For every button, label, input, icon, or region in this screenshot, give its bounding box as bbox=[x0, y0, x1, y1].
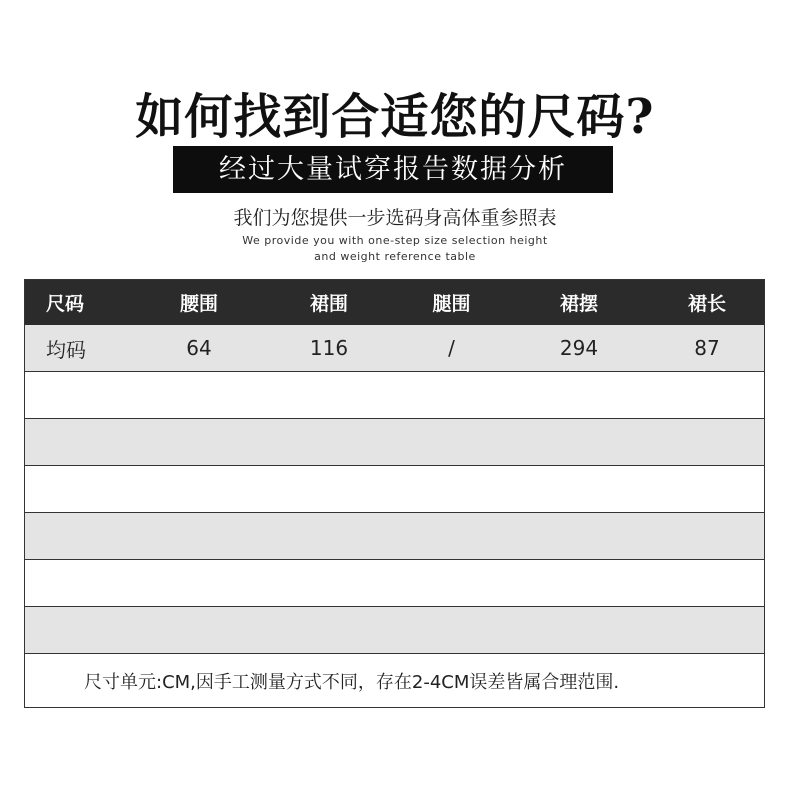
table-row bbox=[24, 325, 765, 372]
empty-table-row bbox=[24, 513, 765, 560]
empty-table-row bbox=[24, 466, 765, 513]
subtitle-en-line2: and weight reference table bbox=[314, 250, 476, 263]
cell-hem: 294 bbox=[509, 325, 649, 372]
empty-cell bbox=[24, 419, 765, 466]
empty-cell bbox=[24, 466, 765, 513]
empty-cell bbox=[24, 607, 765, 654]
empty-table-row bbox=[24, 607, 765, 654]
size-table bbox=[24, 279, 765, 654]
measurement-note: 尺寸单元:CM,因手工测量方式不同，存在2-4CM误差皆属合理范围. bbox=[84, 672, 620, 693]
cell-waist: 64 bbox=[134, 325, 264, 372]
empty-cell bbox=[24, 513, 765, 560]
banner: 经过大量试穿报告数据分析 bbox=[173, 146, 613, 193]
table-header-row bbox=[24, 279, 765, 325]
header-skirt-length: 裙长 bbox=[649, 279, 765, 325]
empty-cell bbox=[24, 560, 765, 607]
header-thigh: 腿围 bbox=[394, 279, 509, 325]
empty-table-row bbox=[24, 560, 765, 607]
header-skirt-circumference: 裙围 bbox=[264, 279, 394, 325]
subtitle-en-line1: We provide you with one-step size selection height bbox=[242, 234, 548, 247]
cell-skirt-circumference: 116 bbox=[264, 325, 394, 372]
header-waist: 腰围 bbox=[134, 279, 264, 325]
header-size: 尺码 bbox=[24, 279, 134, 325]
empty-table-row bbox=[24, 372, 765, 419]
cell-skirt-length: 87 bbox=[649, 325, 765, 372]
header-hem: 裙摆 bbox=[509, 279, 649, 325]
cell-thigh: / bbox=[394, 325, 509, 372]
empty-cell bbox=[24, 372, 765, 419]
subtitle: 我们为您提供一步选码身高体重参照表 bbox=[233, 207, 557, 229]
empty-table-row bbox=[24, 419, 765, 466]
cell-size: 均码 bbox=[24, 325, 134, 372]
page-title: 如何找到合适您的尺码? bbox=[135, 89, 655, 145]
